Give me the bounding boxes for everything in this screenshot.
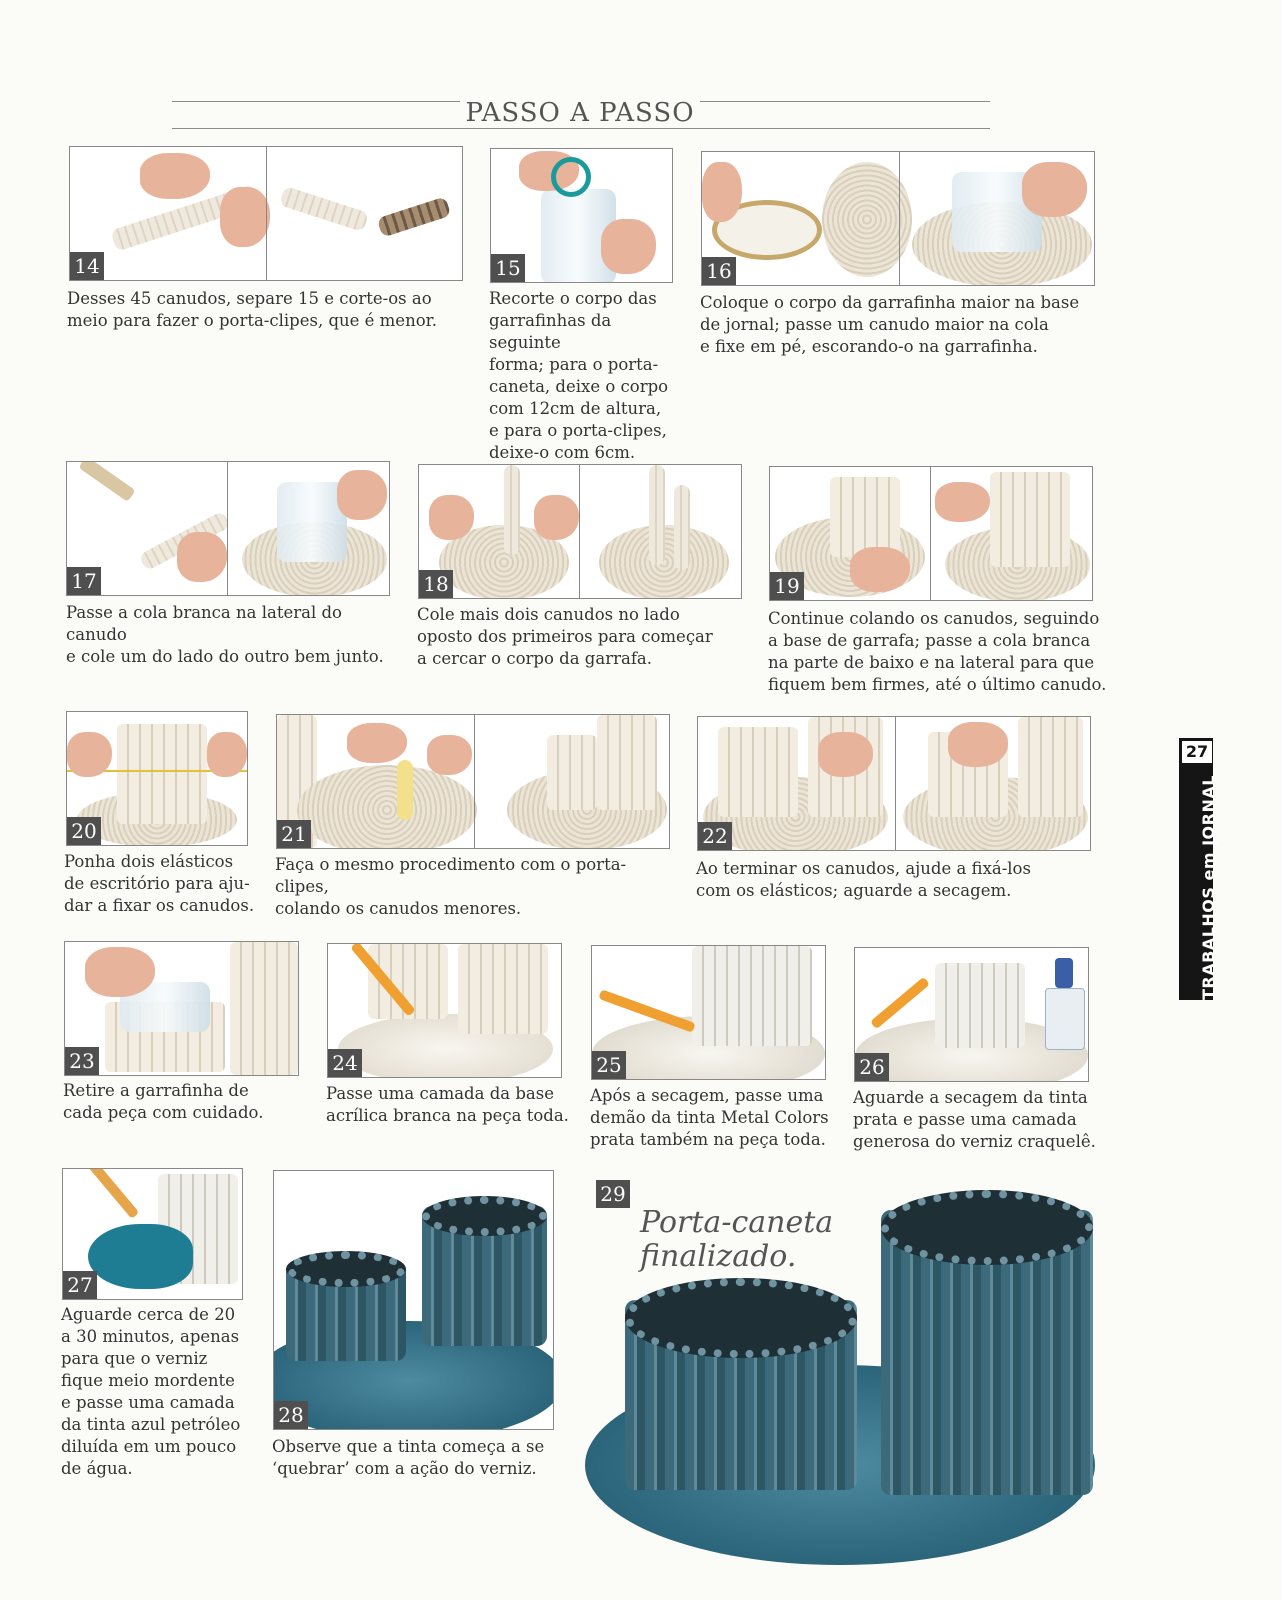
step-21-photo — [276, 714, 670, 849]
page-number: 27 — [1181, 740, 1213, 764]
step-25-photo — [591, 945, 826, 1080]
step-16-number: 16 — [702, 257, 736, 285]
step-25-caption: Após a secagem, passe uma demão da tinta Metal Colors prata também na peça toda. — [590, 1086, 829, 1149]
header-rule-bottom — [172, 128, 990, 129]
step-19-caption: Continue colando os canudos, seguindo a base de garrafa; passe a cola branca na parte de baixo e na lateral para que fiquem bem firmes, até o último canudo. — [768, 609, 1107, 694]
step-22-photo — [697, 716, 1091, 851]
step-25-number: 25 — [592, 1051, 626, 1079]
step-17-photo — [66, 461, 390, 596]
step-20-caption: Ponha dois elásticos de escritório para aju- dar a fixar os canudos. — [64, 852, 255, 915]
step-14-number: 14 — [70, 252, 104, 280]
step-20-number: 20 — [67, 817, 101, 845]
step-20-photo — [66, 711, 248, 846]
step-24-photo — [327, 943, 562, 1078]
step-18-number: 18 — [419, 570, 453, 598]
step-21-caption: Faça o mesmo procedimento com o porta-clipes, colando os canudos menores. — [275, 855, 627, 918]
step-16-caption: Coloque o corpo da garrafinha maior na base de jornal; passe um canudo maior na cola e fixe em pé, escorando-o na garrafinha. — [700, 293, 1080, 356]
step-27-number: 27 — [63, 1271, 97, 1299]
step-28-caption: Observe que a tinta começa a se ‘quebrar’ com a ação do verniz. — [272, 1437, 545, 1478]
step-19-number: 19 — [770, 572, 804, 600]
step-17-number: 17 — [67, 567, 101, 595]
step-23-photo — [64, 941, 299, 1076]
step-24-number: 24 — [328, 1049, 362, 1077]
step-26-caption: Aguarde a secagem da tinta prata e passe uma camada generosa do verniz craquelê. — [853, 1088, 1096, 1151]
step-23-caption: Retire a garrafinha de cada peça com cuidado. — [63, 1081, 264, 1122]
step-15-caption: Recorte o corpo das garrafinhas da seguinte forma; para o porta- caneta, deixe o corpo com 12cm de altura, e para o porta-clipes, deixe-o com 6cm. — [489, 289, 669, 462]
step-18-photo — [418, 464, 742, 599]
step-18-caption: Cole mais dois canudos no lado oposto dos primeiros para começar a cercar o corpo da garrafa. — [417, 605, 713, 668]
step-17-caption: Passe a cola branca na lateral do canudo e cole um do lado do outro bem junto. — [66, 603, 384, 666]
section-tab-label: TRABALHOS em JORNAL — [1199, 775, 1218, 1000]
step-27-caption: Aguarde cerca de 20 a 30 minutos, apenas para que o verniz fique meio mordente e passe uma camada da tinta azul petróleo diluída em um pouco de água. — [61, 1305, 241, 1478]
step-16-photo — [701, 151, 1095, 286]
step-21-number: 21 — [277, 820, 311, 848]
step-28-photo — [273, 1170, 554, 1430]
step-24-caption: Passe uma camada da base acrílica branca na peça toda. — [326, 1084, 569, 1125]
step-15-number: 15 — [491, 254, 525, 282]
step-27-photo — [62, 1168, 243, 1300]
step-15-photo — [490, 148, 673, 283]
final-product-photo — [585, 1180, 1125, 1580]
step-29-number: 29 — [596, 1180, 630, 1208]
final-product-title: Porta-caneta finalizado. — [640, 1205, 834, 1274]
step-22-number: 22 — [698, 822, 732, 850]
step-28-number: 28 — [274, 1401, 308, 1429]
step-22-caption: Ao terminar os canudos, ajude a fixá-los com os elásticos; aguarde a secagem. — [696, 859, 1031, 900]
step-14-caption: Desses 45 canudos, separe 15 e corte-os ao meio para fazer o porta-clipes, que é menor. — [67, 289, 437, 330]
step-19-photo — [769, 466, 1093, 601]
step-26-number: 26 — [855, 1053, 889, 1081]
page-title: PASSO A PASSO — [460, 98, 700, 128]
step-23-number: 23 — [65, 1047, 99, 1075]
step-14-photo — [69, 146, 463, 281]
step-26-photo — [854, 947, 1089, 1082]
